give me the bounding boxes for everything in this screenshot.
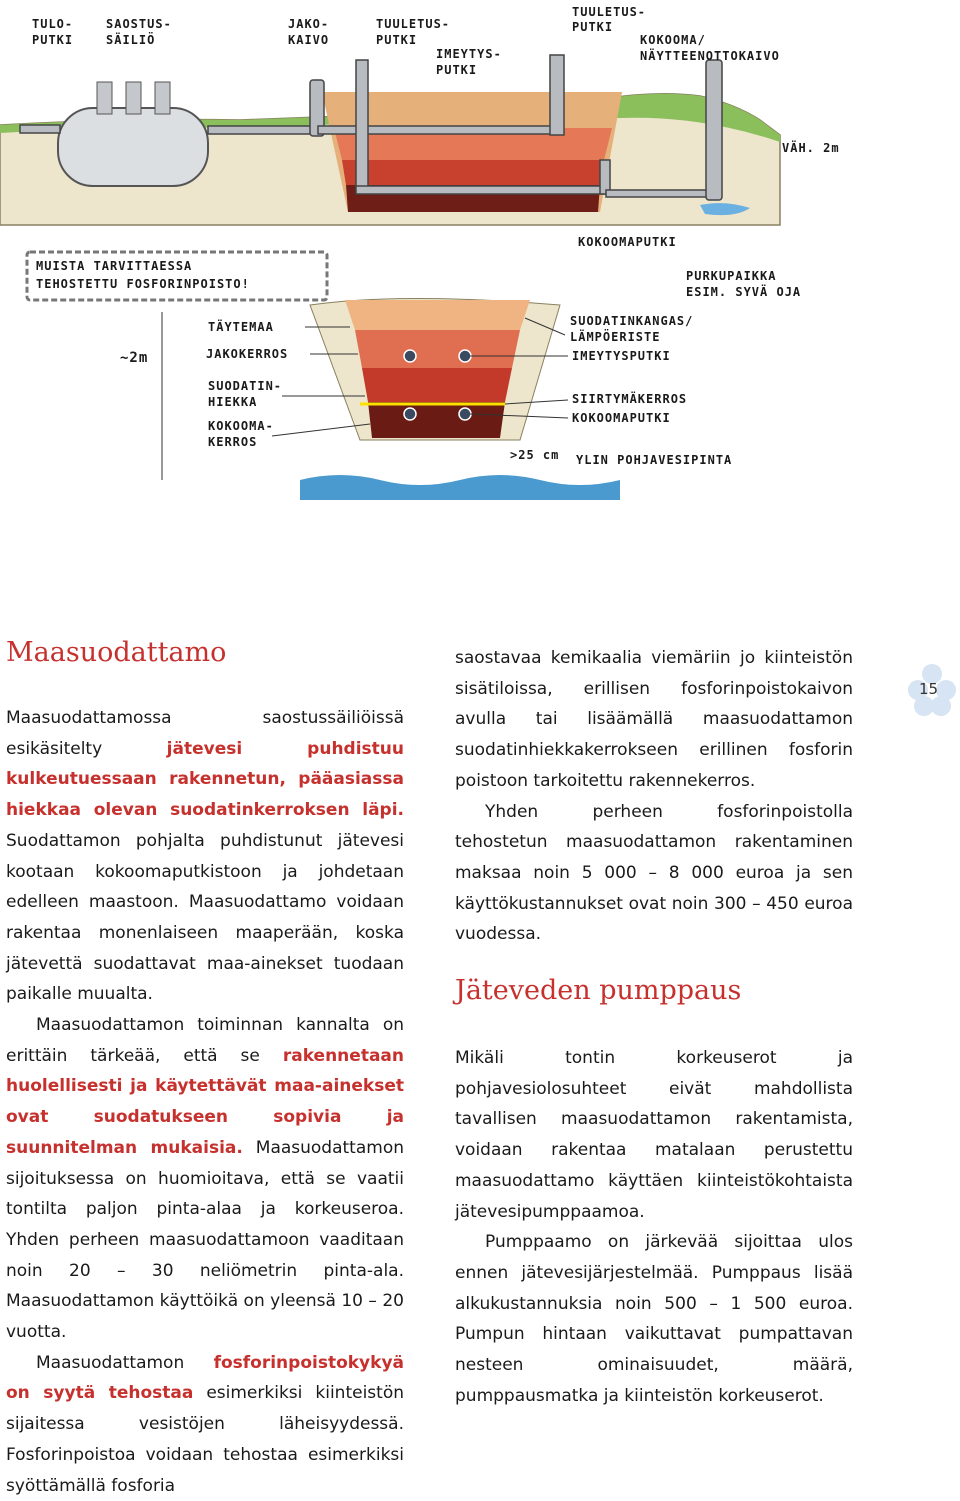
label-note-1: MUISTA TARVITTAESSA: [36, 259, 193, 273]
label-suodatinkangas-2: LÄMPÖERISTE: [570, 330, 661, 344]
label-note-2: TEHOSTETTU FOSFORINPOISTO!: [36, 277, 250, 291]
label-kokoomaputki-cs: KOKOOMAPUTKI: [572, 411, 671, 425]
right-paragraph-3: Mikäli tontin korkeuserot ja pohjavesiolosuhteet eivät mahdollista tavallisen maasuodattamon rakentamista, voidaan rakentaa matalaan perustettu maasuodattamo käyttäen kiinteistökohtaista jätevesipumppaamoa.: [455, 1048, 853, 1222]
label-tuuletus1-2: PUTKI: [376, 33, 418, 47]
left-column: [6, 703, 404, 1501]
label-kokoomakerros-2: KERROS: [208, 435, 258, 449]
label-jakokerros: JAKOKERROS: [206, 347, 289, 361]
label-tuuletus2-2: PUTKI: [572, 20, 614, 34]
label-imeytysputki: IMEYTYSPUTKI: [572, 349, 671, 363]
label-depth: ~2m: [120, 350, 149, 366]
right-paragraph-4: Pumppaamo on järkevää sijoittaa ulos ennen jätevesijärjestelmää. Pumppaus lisää alkukustannuksia noin 500 – 1 500 euroa. Pumpun hintaan vaikuttavat pumpattavan nesteen ominaisuudet, määrä, pumppausmatka ja kiinteistön korkeuserot.: [455, 1232, 853, 1406]
label-jako-2: KAIVO: [288, 33, 330, 47]
page-number: 15: [919, 680, 939, 698]
maasuodattamo-illustration: [0, 0, 960, 600]
label-saostus-1: SAOSTUS-: [106, 17, 172, 31]
label-imeytys-1: IMEYTYS-: [436, 47, 502, 61]
label-siirtyma: SIIRTYMÄKERROS: [572, 392, 688, 406]
label-suodatinkangas-1: SUODATINKANGAS/: [570, 314, 694, 328]
label-suodatinhiekka-2: HIEKKA: [208, 395, 258, 409]
right-column-bottom: [455, 1043, 853, 1411]
left-paragraph-2: Maasuodattamon toiminnan kannalta on erittäin tärkeää, että se rakennetaan huolellisesti ja käytettävät maa-ainekset ovat suodatukseen sopivia ja suunnitelman mukaisia. Maasuodattamon sijoituksessa on huomioitava, että se vaatii tontilta paljon pinta-alaa ja korkeuseroa. Yhden perheen maasuodattamoon vaaditaan noin 20 – 30 neliömetrin pinta-ala. Maasuodattamon käyttöikä on yleensä 10 – 20 vuotta.: [6, 1015, 404, 1343]
label-kokooma-1: KOKOOMA/: [640, 33, 706, 47]
label-imeytys-2: PUTKI: [436, 63, 478, 77]
septic-tank: [58, 82, 208, 186]
label-tuuletus2-1: TUULETUS-: [572, 5, 647, 19]
label-tuuletus1-1: TUULETUS-: [376, 17, 451, 31]
label-vah: VÄH. 2m: [782, 141, 840, 155]
label-tulo-1: TULO-: [32, 17, 74, 31]
heading-jateveden-pumppaus: Jäteveden pumppaus: [455, 975, 742, 1006]
label-purku-1: PURKUPAIKKA: [686, 269, 777, 283]
label-pohjavesi: YLIN POHJAVESIPINTA: [576, 453, 733, 467]
right-paragraph-2: Yhden perheen fosforinpoistolla tehostetun maasuodattamon rakentaminen maksaa noin 5 000 – 8 000 euroa ja sen käyttökustannukset ovat noin 300 – 450 euroa vuodessa.: [455, 801, 853, 945]
label-gap: >25 cm: [510, 448, 560, 462]
heading-maasuodattamo: Maasuodattamo: [6, 637, 227, 668]
label-jako-1: JAKO-: [288, 17, 330, 31]
label-suodatinhiekka-1: SUODATIN-: [208, 379, 283, 393]
label-kokooma-2: NÄYTTEENOTTOKAIVO: [640, 49, 780, 63]
label-kokoomaputki-top: KOKOOMAPUTKI: [578, 235, 677, 249]
label-kokoomakerros-1: KOKOOMA-: [208, 419, 274, 433]
right-column-top: [455, 643, 853, 950]
label-taytemaa: TÄYTEMAA: [208, 320, 274, 334]
label-tulo-2: PUTKI: [32, 33, 74, 47]
left-paragraph-3: Maasuodattamon fosforinpoistokykyä on syytä tehostaa esimerkiksi kiinteistön sijaitessa vesistöjen läheisyydessä. Fosforinpoistoa voidaan tehostaa esimerkiksi syöttämällä fosforia: [6, 1352, 404, 1496]
label-purku-2: ESIM. SYVÄ OJA: [686, 285, 802, 299]
right-paragraph-1: saostavaa kemikaalia viemäriin jo kiinteistön sisätiloissa, erillisen fosforinpoistokaivon avulla tai lisäämällä maasuodattamon suodatinhiekkakerrokseen erillinen fosforin poistoon tarkoitettu rakennekerros.: [455, 648, 853, 791]
label-saostus-2: SÄILIÖ: [106, 33, 156, 47]
left-paragraph-1: Maasuodattamossa saostussäiliöissä esikäsitelty jätevesi puhdistuu kulkeutuessaan rakennetun, pääasiassa hiekkaa olevan suodatinkerroksen läpi. Suodattamon pohjalta puhdistunut jätevesi kootaan kokoomaputkistoon ja johdetaan edelleen maastoon. Maasuodattamo voidaan rakentaa monenlaiseen maaperään, koska jätevettä suodattavat maa-ainekset tuodaan paikalle muualta.: [6, 708, 404, 1005]
